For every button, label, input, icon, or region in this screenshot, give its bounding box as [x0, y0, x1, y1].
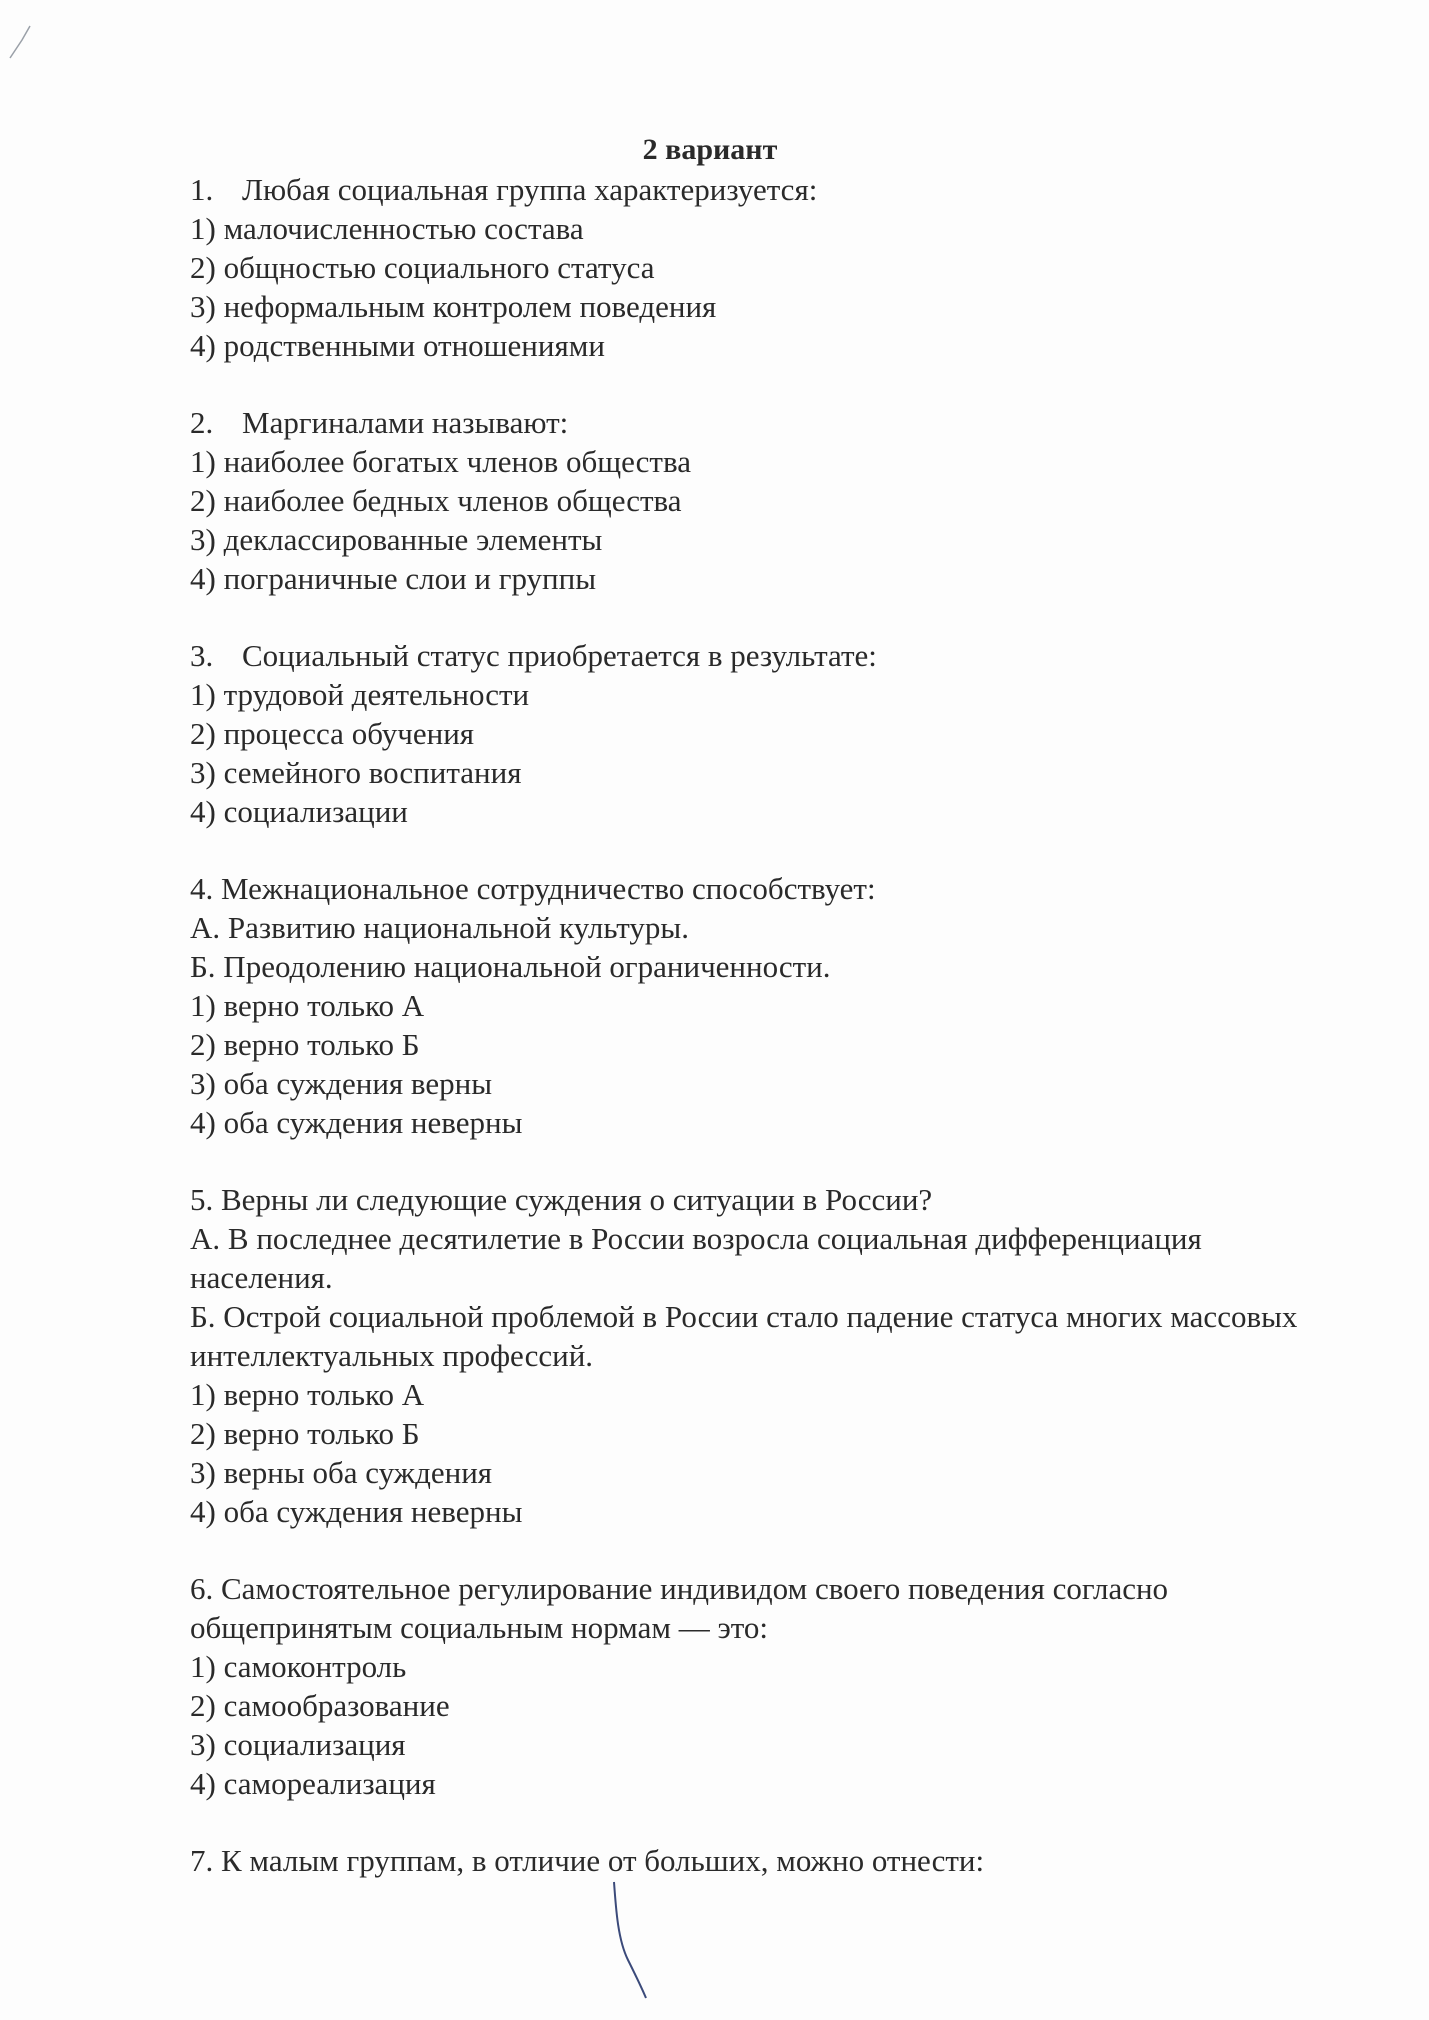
worksheet-content [190, 130, 1340, 1918]
answer-option: 3) семейного воспитания [190, 755, 522, 790]
judgement-statement: Б. Преодолению национальной ограниченности. [190, 949, 831, 984]
answer-option: 4) социализации [190, 794, 408, 829]
judgement-statement: А. В последнее десятилетие в России возросла социальная дифференциация населения. [190, 1221, 1210, 1295]
question-text [190, 170, 1340, 209]
question-6 [190, 1569, 1340, 1803]
answer-option: 2) наиболее бедных членов общества [190, 483, 682, 518]
question-number: 3. [190, 638, 214, 673]
question-text: 5. Верны ли следующие суждения о ситуации в России? [190, 1182, 933, 1217]
question-prompt: Любая социальная группа характеризуется: [242, 172, 818, 207]
question-text: 7. К малым группам, в отличие от больших, можно отнести: [190, 1843, 985, 1878]
answer-option: 1) трудовой деятельности [190, 677, 530, 712]
answer-option: 2) верно только Б [190, 1027, 420, 1062]
answer-option: 3) верны оба суждения [190, 1455, 493, 1490]
question-text: 4. Межнациональное сотрудничество способствует: [190, 871, 876, 906]
question-prompt: Маргиналами называют: [242, 405, 569, 440]
question-prompt: Социальный статус приобретается в результате: [242, 638, 877, 673]
answer-option: 1) верно только А [190, 1377, 425, 1412]
variant-title: 2 вариант [642, 133, 778, 166]
answer-option: 1) наиболее богатых членов общества [190, 444, 691, 479]
question-1 [190, 170, 1340, 365]
answer-option: 3) оба суждения верны [190, 1066, 493, 1101]
answer-option: 4) оба суждения неверны [190, 1494, 523, 1529]
answer-option: 3) деклассированные элементы [190, 522, 603, 557]
answer-option: 3) социализация [190, 1727, 406, 1762]
answer-option: 3) неформальным контролем поведения [190, 289, 717, 324]
answer-option: 2) процесса обучения [190, 716, 475, 751]
answer-option: 4) пограничные слои и группы [190, 561, 597, 596]
question-text [190, 403, 1340, 442]
answer-option: 4) оба суждения неверны [190, 1105, 523, 1140]
answer-option: 1) верно только А [190, 988, 425, 1023]
question-text [190, 636, 1340, 675]
question-text: 6. Самостоятельное регулирование индивидом своего поведения согласно общепринятым социальным нормам — это: [190, 1571, 1176, 1645]
answer-option: 2) верно только Б [190, 1416, 420, 1451]
question-number: 2. [190, 405, 214, 440]
question-number: 1. [190, 172, 214, 207]
answer-option: 4) самореализация [190, 1766, 436, 1801]
judgement-statement: Б. Острой социальной проблемой в России стало падение статуса многих массовых интеллектуальных профессий. [190, 1299, 1306, 1373]
answer-option: 1) малочисленностью состава [190, 211, 584, 246]
answer-option: 2) самообразование [190, 1688, 450, 1723]
question-2 [190, 403, 1340, 598]
answer-option: 2) общностью социального статуса [190, 250, 655, 285]
corner-pen-mark [8, 20, 48, 60]
question-5 [190, 1180, 1340, 1531]
judgement-statement: А. Развитию национальной культуры. [190, 910, 689, 945]
answer-option: 1) самоконтроль [190, 1649, 407, 1684]
question-7 [190, 1841, 1340, 1880]
answer-option: 4) родственными отношениями [190, 328, 605, 363]
pen-stroke-mark [610, 1880, 650, 2000]
question-3 [190, 636, 1340, 831]
question-4 [190, 869, 1340, 1142]
